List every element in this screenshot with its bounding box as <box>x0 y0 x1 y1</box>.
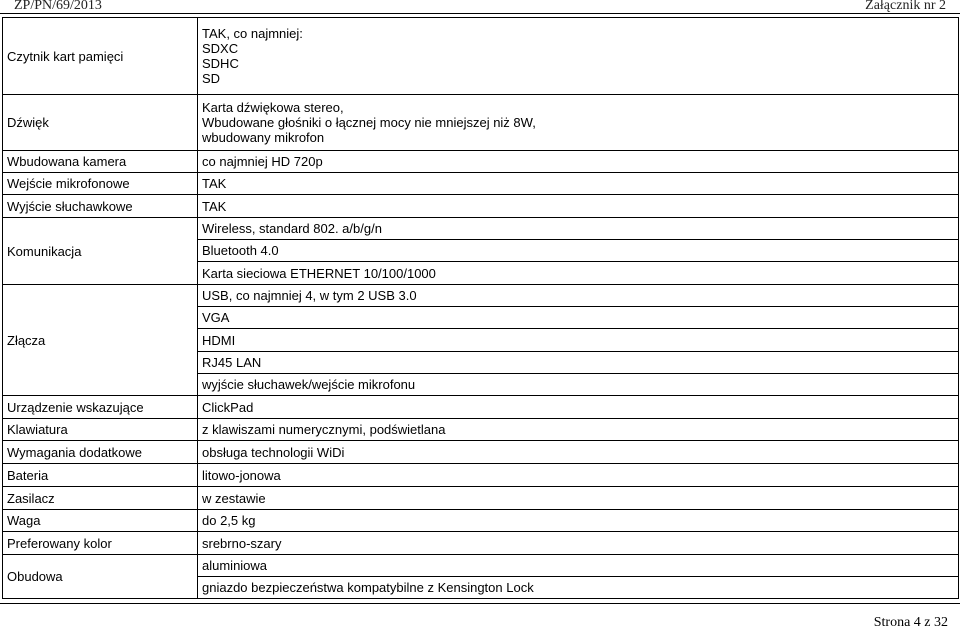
table-row <box>3 285 959 307</box>
row-label: Wymagania dodatkowe <box>3 441 198 464</box>
row-label: Obudowa <box>3 555 198 599</box>
value-line: SD <box>202 71 221 86</box>
value-line: wbudowany mikrofon <box>202 130 325 145</box>
row-label: Złącza <box>3 285 198 396</box>
value-line: Karta dźwiękowa stereo, <box>202 100 344 115</box>
table-row <box>3 195 959 218</box>
row-value: Karta sieciowa ETHERNET 10/100/1000 <box>198 262 959 285</box>
row-label: Dźwięk <box>3 95 198 151</box>
table-row <box>3 151 959 173</box>
specification-table <box>2 17 959 599</box>
table-row <box>3 510 959 532</box>
row-value: litowo-jonowa <box>198 464 959 487</box>
attachment-label: Załącznik nr 2 <box>865 0 946 13</box>
row-value <box>198 95 959 151</box>
row-value: gniazdo bezpieczeństwa kompatybilne z Kensington Lock <box>198 577 959 599</box>
table-row <box>3 532 959 555</box>
table-row <box>3 419 959 441</box>
row-value: co najmniej HD 720p <box>198 151 959 173</box>
table-row <box>3 555 959 577</box>
value-line: SDHC <box>202 56 239 71</box>
page-number: Strona 4 z 32 <box>873 615 948 630</box>
row-value: z klawiszami numerycznymi, podświetlana <box>198 419 959 441</box>
table-row <box>3 95 959 151</box>
value-line: SDXC <box>202 41 239 56</box>
row-value: w zestawie <box>198 487 959 510</box>
row-value <box>198 18 959 95</box>
row-label: Czytnik kart pamięci <box>3 18 198 95</box>
row-value: srebrno-szary <box>198 532 959 555</box>
value-line: TAK, co najmniej: <box>202 26 303 41</box>
table-row <box>3 173 959 195</box>
row-label: Bateria <box>3 464 198 487</box>
row-value: ClickPad <box>198 396 959 419</box>
row-value: aluminiowa <box>198 555 959 577</box>
table-row <box>3 441 959 464</box>
document-reference: ZP/PN/69/2013 <box>14 0 102 13</box>
row-label: Wbudowana kamera <box>3 151 198 173</box>
row-value: RJ45 LAN <box>198 352 959 374</box>
row-value: obsługa technologii WiDi <box>198 441 959 464</box>
table-row <box>3 487 959 510</box>
row-label: Klawiatura <box>3 419 198 441</box>
row-label: Waga <box>3 510 198 532</box>
row-label: Komunikacja <box>3 218 198 285</box>
row-label: Urządzenie wskazujące <box>3 396 198 419</box>
row-value: Wireless, standard 802. a/b/g/n <box>198 218 959 240</box>
footer-rule <box>0 603 960 604</box>
row-label: Wyjście słuchawkowe <box>3 195 198 218</box>
row-value: TAK <box>198 173 959 195</box>
table-row <box>3 218 959 240</box>
row-value: TAK <box>198 195 959 218</box>
header-rule <box>0 13 960 14</box>
table-row <box>3 464 959 487</box>
row-value: do 2,5 kg <box>198 510 959 532</box>
table-row <box>3 396 959 419</box>
row-value: HDMI <box>198 329 959 352</box>
table-row <box>3 18 959 95</box>
row-value: wyjście słuchawek/wejście mikrofonu <box>198 374 959 396</box>
row-value: Bluetooth 4.0 <box>198 240 959 262</box>
row-label: Zasilacz <box>3 487 198 510</box>
row-value: USB, co najmniej 4, w tym 2 USB 3.0 <box>198 285 959 307</box>
value-line: Wbudowane głośniki o łącznej mocy nie mniejszej niż 8W, <box>202 115 536 130</box>
row-value: VGA <box>198 307 959 329</box>
row-label: Wejście mikrofonowe <box>3 173 198 195</box>
row-label: Preferowany kolor <box>3 532 198 555</box>
